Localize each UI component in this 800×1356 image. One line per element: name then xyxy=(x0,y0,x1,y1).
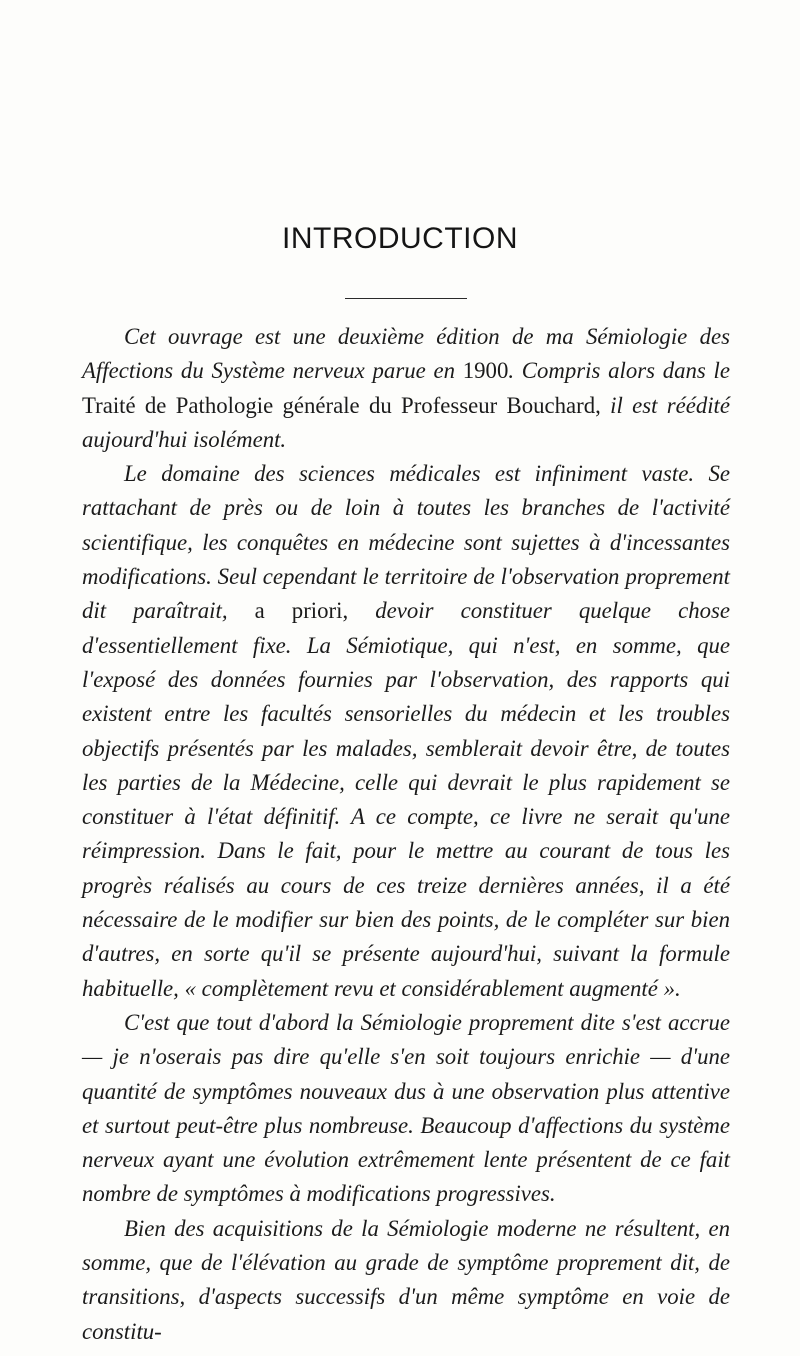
paragraph-4: Bien des acquisitions de la Sémiologie moderne ne résultent, en somme, que de l'élévation au grade de symptôme proprement dit, de transitions, d'aspects successifs d'un même symptôme en voie de constitu- xyxy=(82,1215,730,1344)
paragraph-2-part-3: devoir constituer quelque chose d'essentiellement fixe. La Sémiotique, qui n'est, en somme, que l'exposé des données fournies par l'observation, des rapports qui existent entre les facultés sensorielles du médecin et les troubles objectifs présentés par les malades, semblerait devoir être, de toutes les parties de la Médecine, celle qui devrait le plus rapidement se constituer à l'état définitif. A ce compte, ce livre ne serait qu'une réimpression. Dans le fait, pour le mettre au courant de tous les progrès réalisés au cours de ces treize dernières années, il a été nécessaire de le modifier sur bien des points, de le compléter sur bien d'autres, en sorte qu'il se présente aujourd'hui, suivant la formule habituelle, « complètement revu et considérablement augmenté ». xyxy=(82,598,730,1001)
paragraph-1-part-3: Traité de Pathologie générale du Professeur Bouchard, xyxy=(82,392,611,418)
body-text xyxy=(82,320,730,1349)
paragraph-3: C'est que tout d'abord la Sémiologie proprement dite s'est accrue — je n'oserais pas dire qu'elle s'en soit toujours enrichie — d'une quantité de symptômes nouveaux dus à une observation plus attentive et surtout peut-être plus nombreuse. Beaucoup d'affections du système nerveux ayant une évolution extrêmement lente présentent de ce fait nombre de symptômes à modifications progressives. xyxy=(82,1009,730,1207)
paragraph-2 xyxy=(82,457,730,1006)
paragraph-2-part-2: a priori, xyxy=(254,598,376,624)
title-divider xyxy=(345,298,467,299)
page-title: INTRODUCTION xyxy=(282,222,518,255)
paragraph-1-year: 1900 xyxy=(462,358,509,384)
paragraph-1-part-2: . Compris alors dans le xyxy=(508,358,730,384)
paragraph-1 xyxy=(82,320,730,457)
paragraph-1-part-1: Cet ouvrage est une deuxième édition de ma Sémiologie des Affections du Système nerveux parue en xyxy=(82,324,730,384)
paragraph-2-part-1: Le domaine des sciences médicales est infiniment vaste. Se rattachant de près ou de loin à toutes les branches de l'activité scientifique, les conquêtes en médecine sont sujettes à d'incessantes modifications. Seul cependant le territoire de l'observation proprement dit paraîtrait, xyxy=(82,461,730,624)
paragraph-1-part-4: il est réédité aujourd'hui isolément. xyxy=(82,392,730,452)
